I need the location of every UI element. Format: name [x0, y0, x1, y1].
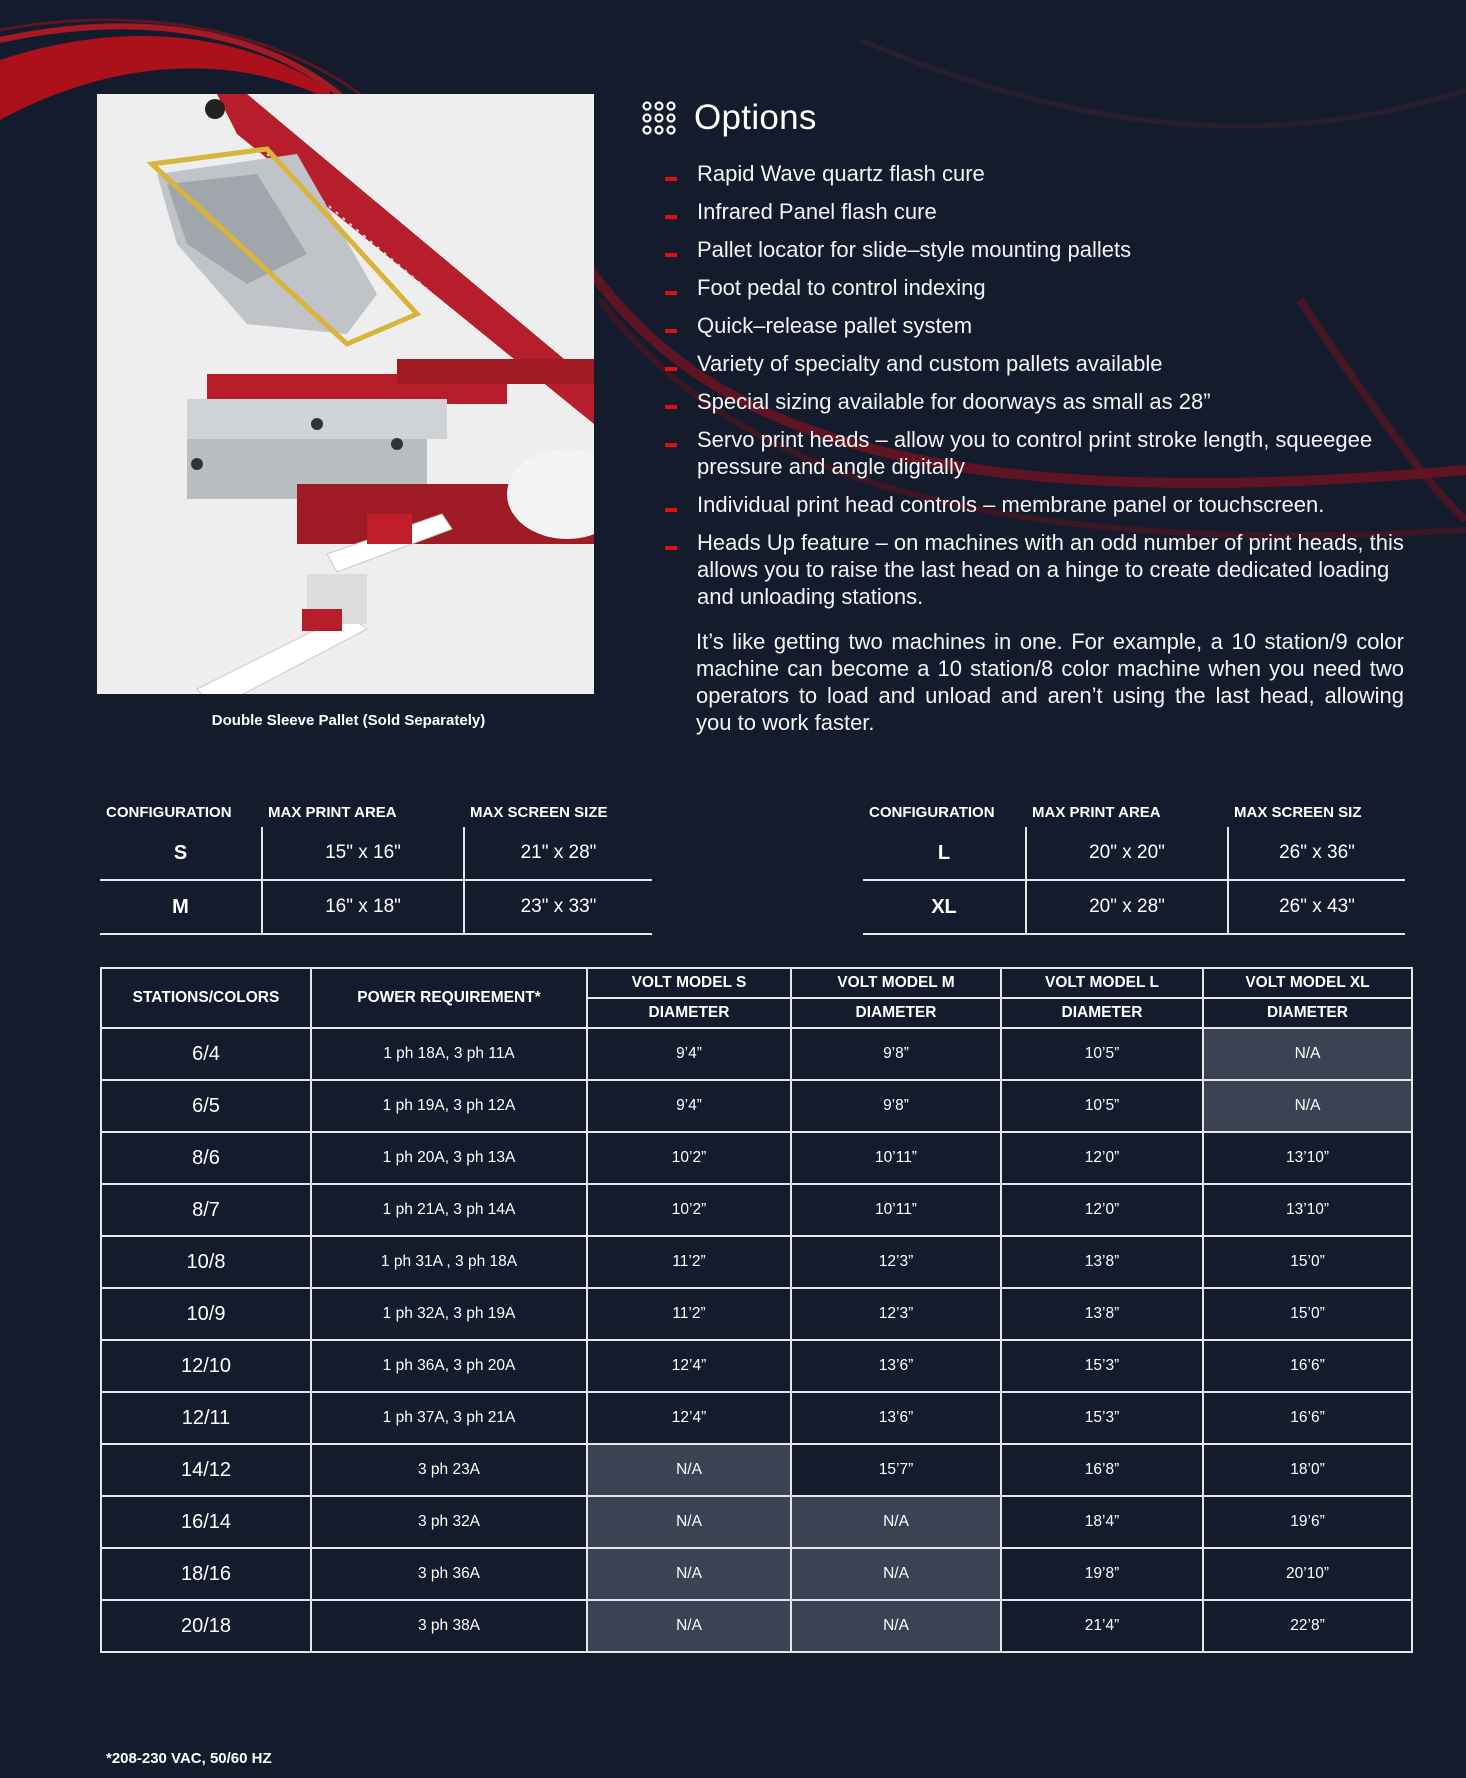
diameter-cell: 12’3” [791, 1288, 1001, 1340]
diameter-cell: N/A [587, 1444, 791, 1496]
stations-cell: 10/8 [101, 1236, 311, 1288]
table-row [101, 1288, 1412, 1340]
option-item: Individual print head controls – membrane panel or touchscreen. [660, 491, 1405, 518]
bullet-icon [665, 215, 677, 219]
config-label: M [100, 880, 262, 934]
diameter-cell: 11’2” [587, 1236, 791, 1288]
table-row [100, 827, 652, 880]
table-row [100, 880, 652, 934]
table-cell: 20" x 20" [1026, 827, 1228, 880]
stations-cell: 12/11 [101, 1392, 311, 1444]
diameter-cell: 11’2” [587, 1288, 791, 1340]
table-row [101, 1600, 1412, 1652]
table-cell: 23" x 33" [464, 880, 652, 934]
diameter-cell: 13’8” [1001, 1236, 1203, 1288]
bullet-icon [665, 291, 677, 295]
stations-cell: 18/16 [101, 1548, 311, 1600]
options-title: Options [694, 98, 817, 137]
stations-cell: 6/5 [101, 1080, 311, 1132]
diameter-cell: 12’4” [587, 1340, 791, 1392]
diameter-cell: 10’5” [1001, 1080, 1203, 1132]
stations-cell: 8/7 [101, 1184, 311, 1236]
stations-cell: 20/18 [101, 1600, 311, 1652]
diameter-cell: 16’8” [1001, 1444, 1203, 1496]
options-heading [642, 96, 817, 140]
diameter-cell: 15’0” [1203, 1288, 1412, 1340]
diameter-cell: 13’6” [791, 1340, 1001, 1392]
table-row [101, 1028, 1412, 1080]
bullet-icon [665, 253, 677, 257]
table-row [101, 1184, 1412, 1236]
option-item: Special sizing available for doorways as small as 28” [660, 388, 1405, 415]
diameter-cell: N/A [1203, 1080, 1412, 1132]
column-header: POWER REQUIREMENT* [311, 968, 587, 1028]
table-cell: 26" x 36" [1228, 827, 1405, 880]
power-cell: 1 ph 37A, 3 ph 21A [311, 1392, 587, 1444]
diameter-cell: 13’6” [791, 1392, 1001, 1444]
sub-header: DIAMETER [1001, 998, 1203, 1028]
stations-cell: 14/12 [101, 1444, 311, 1496]
bullet-icon [665, 508, 677, 512]
options-paragraph: It’s like getting two machines in one. For example, a 10 station/9 color machine can become a 10 station/8 color machine when you need two operators to load and unload and aren’t using the last head, allowing you to work faster. [696, 629, 1404, 735]
option-item: Variety of specialty and custom pallets available [660, 350, 1405, 377]
diameter-cell: N/A [587, 1600, 791, 1652]
table-row [101, 1548, 1412, 1600]
sub-header: DIAMETER [791, 998, 1001, 1028]
power-cell: 3 ph 23A [311, 1444, 587, 1496]
power-cell: 3 ph 32A [311, 1496, 587, 1548]
table-row [101, 1444, 1412, 1496]
power-cell: 1 ph 20A, 3 ph 13A [311, 1132, 587, 1184]
diameter-cell: 20’10” [1203, 1548, 1412, 1600]
diameter-cell: 13’8” [1001, 1288, 1203, 1340]
power-cell: 3 ph 38A [311, 1600, 587, 1652]
config-table-left [100, 797, 652, 935]
diameter-cell: 19’8” [1001, 1548, 1203, 1600]
option-item: Servo print heads – allow you to control print stroke length, squeegee pressure and angle digitally [660, 426, 1405, 480]
diameter-cell: 10’11” [791, 1132, 1001, 1184]
diameter-cell: 18’0” [1203, 1444, 1412, 1496]
table-cell: 16" x 18" [262, 880, 464, 934]
column-header: VOLT MODEL L [1001, 968, 1203, 998]
diameter-cell: 12’4” [587, 1392, 791, 1444]
table-row [101, 1496, 1412, 1548]
diameter-cell: N/A [1203, 1028, 1412, 1080]
diameter-cell: 22’8” [1203, 1600, 1412, 1652]
diameter-cell: 9’4” [587, 1028, 791, 1080]
product-image [97, 94, 594, 694]
table-row [101, 1080, 1412, 1132]
diameter-cell: 9’4” [587, 1080, 791, 1132]
power-cell: 1 ph 21A, 3 ph 14A [311, 1184, 587, 1236]
stations-cell: 10/9 [101, 1288, 311, 1340]
table-cell: 26" x 43" [1228, 880, 1405, 934]
diameter-cell: 13’10” [1203, 1184, 1412, 1236]
diameter-cell: 15’3” [1001, 1392, 1203, 1444]
column-header: MAX SCREEN SIZE [470, 803, 608, 821]
diameter-cell: N/A [587, 1548, 791, 1600]
config-table-right [863, 797, 1405, 935]
diameter-cell: 9’8” [791, 1028, 1001, 1080]
bullet-icon [665, 405, 677, 409]
footnote: *208-230 VAC, 50/60 HZ [106, 1750, 272, 1767]
bullet-icon [665, 443, 677, 447]
table-cell: 21" x 28" [464, 827, 652, 880]
options-list [660, 160, 1405, 621]
column-header: CONFIGURATION [106, 803, 232, 821]
sub-header: DIAMETER [1203, 998, 1412, 1028]
bullet-icon [665, 546, 677, 550]
column-header: VOLT MODEL S [587, 968, 791, 998]
diameter-cell: 18’4” [1001, 1496, 1203, 1548]
option-item: Foot pedal to control indexing [660, 274, 1405, 301]
config-label: L [863, 827, 1026, 880]
power-cell: 1 ph 36A, 3 ph 20A [311, 1340, 587, 1392]
sub-header: DIAMETER [587, 998, 791, 1028]
stations-cell: 6/4 [101, 1028, 311, 1080]
table-row [101, 1132, 1412, 1184]
diameter-cell: 19’6” [1203, 1496, 1412, 1548]
stations-cell: 12/10 [101, 1340, 311, 1392]
option-item: Infrared Panel flash cure [660, 198, 1405, 225]
power-cell: 1 ph 31A , 3 ph 18A [311, 1236, 587, 1288]
bullet-icon [665, 177, 677, 181]
table-row [101, 1392, 1412, 1444]
diameter-cell: 12’3” [791, 1236, 1001, 1288]
column-header: MAX SCREEN SIZ [1234, 803, 1362, 821]
grid-icon [642, 101, 676, 135]
diameter-cell: 12’0” [1001, 1184, 1203, 1236]
power-cell: 3 ph 36A [311, 1548, 587, 1600]
table-row [863, 827, 1405, 880]
stations-cell: 8/6 [101, 1132, 311, 1184]
image-caption: Double Sleeve Pallet (Sold Separately) [211, 712, 486, 729]
stations-cell: 16/14 [101, 1496, 311, 1548]
diameter-cell: 21’4” [1001, 1600, 1203, 1652]
diameter-cell: N/A [791, 1496, 1001, 1548]
diameter-cell: 10’2” [587, 1184, 791, 1236]
diameter-cell: 10’2” [587, 1132, 791, 1184]
column-header: STATIONS/COLORS [101, 968, 311, 1028]
diameter-cell: 10’11” [791, 1184, 1001, 1236]
table-row [863, 880, 1405, 934]
option-item: Heads Up feature – on machines with an odd number of print heads, this allows you to raise the last head on a hinge to create dedicated loading and unloading stations. [660, 529, 1405, 610]
diameter-cell: 13’10” [1203, 1132, 1412, 1184]
power-cell: 1 ph 19A, 3 ph 12A [311, 1080, 587, 1132]
option-item: Pallet locator for slide–style mounting pallets [660, 236, 1405, 263]
column-header: MAX PRINT AREA [1032, 803, 1161, 821]
table-cell: 20" x 28" [1026, 880, 1228, 934]
diameter-cell: 9’8” [791, 1080, 1001, 1132]
column-header: VOLT MODEL M [791, 968, 1001, 998]
diameter-cell: N/A [587, 1496, 791, 1548]
bullet-icon [665, 367, 677, 371]
column-header: VOLT MODEL XL [1203, 968, 1412, 998]
power-cell: 1 ph 18A, 3 ph 11A [311, 1028, 587, 1080]
table-row [101, 1340, 1412, 1392]
power-cell: 1 ph 32A, 3 ph 19A [311, 1288, 587, 1340]
diameter-cell: 16’6” [1203, 1340, 1412, 1392]
specifications-table [100, 967, 1413, 1653]
column-header: MAX PRINT AREA [268, 803, 397, 821]
option-item: Rapid Wave quartz flash cure [660, 160, 1405, 187]
diameter-cell: 10’5” [1001, 1028, 1203, 1080]
config-label: XL [863, 880, 1026, 934]
diameter-cell: N/A [791, 1548, 1001, 1600]
table-row [101, 1236, 1412, 1288]
table-cell: 15" x 16" [262, 827, 464, 880]
bullet-icon [665, 329, 677, 333]
diameter-cell: 15’7” [791, 1444, 1001, 1496]
diameter-cell: N/A [791, 1600, 1001, 1652]
diameter-cell: 15’0” [1203, 1236, 1412, 1288]
spec-table-body [101, 1028, 1412, 1652]
config-label: S [100, 827, 262, 880]
column-header: CONFIGURATION [869, 803, 995, 821]
option-item: Quick–release pallet system [660, 312, 1405, 339]
diameter-cell: 15’3” [1001, 1340, 1203, 1392]
diameter-cell: 16’6” [1203, 1392, 1412, 1444]
diameter-cell: 12’0” [1001, 1132, 1203, 1184]
